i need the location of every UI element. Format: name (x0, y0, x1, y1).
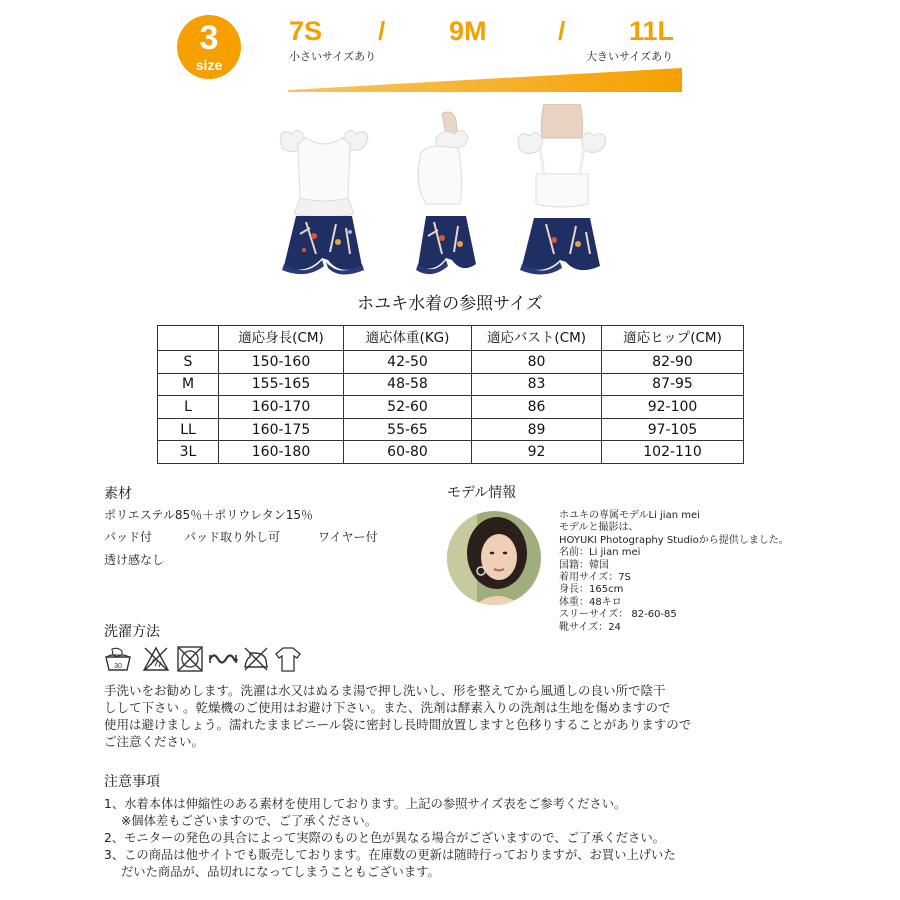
model-name: 名前：Li jian mei (559, 547, 641, 559)
table-cell: 82-90 (602, 351, 744, 374)
table-cell: 55-65 (344, 418, 472, 441)
hand-wash-30-icon (104, 645, 132, 673)
table-cell: 160-175 (219, 418, 344, 441)
hand-wash-temp: 30 (114, 663, 122, 670)
no-iron-icon (242, 645, 270, 673)
note-item: だいた商品が、品切れになってしまうこともございます。 (121, 865, 440, 879)
table-cell: L (158, 396, 219, 419)
table-cell: 60-80 (344, 441, 472, 464)
washing-line: 手洗いをお勧めします。洗濯は水又はぬるま湯で押し洗いし、形を整えてから風通しの良い所で陰干 (104, 683, 666, 698)
size-label-medium: 9M (449, 16, 487, 46)
washing-line: 使用は避けましょう。濡れたままビニール袋に密封し長時間放置しますと色移りすることがありますので (104, 717, 692, 732)
note-item: ※個体差もございますので、ご了承ください。 (121, 814, 377, 828)
feature-removable-pad: パッド取り外し可 (184, 530, 281, 544)
care-icons (104, 645, 304, 673)
table-header-cell (158, 326, 219, 351)
table-cell: 160-170 (219, 396, 344, 419)
model-info-heading: モデル情報 (447, 485, 517, 501)
model-intro-line: モデルと撮影は、 (559, 522, 639, 534)
table-row (158, 418, 744, 441)
table-row (158, 396, 744, 419)
note-item: 3、この商品は他サイトでも販売しております。在庫数の更新は随時行っておりますが、お買い上げいた (104, 848, 676, 862)
note-item: 1、水着本体は伸縮性のある素材を使用しております。上記の参照サイズ表をご参考ください。 (104, 797, 627, 811)
table-cell: 48-58 (344, 373, 472, 396)
table-cell: 89 (472, 418, 602, 441)
table-cell: 52-60 (344, 396, 472, 419)
table-row (158, 351, 744, 374)
swimsuit-side-image (406, 104, 496, 280)
model-photo (447, 511, 541, 605)
table-cell: 87-95 (602, 373, 744, 396)
notes-list (104, 796, 724, 881)
no-tumble-dry-icon (176, 645, 204, 673)
table-cell: 80 (472, 351, 602, 374)
feature-wire: ワイヤー付 (318, 530, 378, 544)
washing-line: しして下さい 。乾燥機のご使用はお避け下さい。また、洗剤は酵素入りの洗剤は生地を傷めますので (104, 700, 671, 715)
wring-icon (208, 645, 238, 673)
table-cell: 102-110 (602, 441, 744, 464)
table-cell: 86 (472, 396, 602, 419)
model-avatar (447, 511, 541, 605)
swimsuit-front-image (276, 104, 372, 280)
table-cell: 92-100 (602, 396, 744, 419)
table-cell: 160-180 (219, 441, 344, 464)
table-header-cell: 適応バスト(CM) (472, 326, 602, 351)
swimsuit-back-image (514, 104, 610, 280)
size-table (157, 325, 744, 464)
model-weight: 体重：48キロ (559, 596, 622, 608)
table-row (158, 373, 744, 396)
model-shoe-size: 靴サイズ：24 (559, 621, 621, 633)
size-scale-wedge (288, 66, 682, 94)
model-worn-size: 着用サイズ：7S (559, 572, 631, 584)
table-cell: 92 (472, 441, 602, 464)
badge-word: size (195, 57, 223, 73)
table-row (158, 441, 744, 464)
washing-heading: 洗濯方法 (104, 624, 160, 640)
feature-pad: パッド付 (104, 530, 153, 544)
small-size-note: 小さいサイズあり (289, 50, 377, 63)
table-cell: 3L (158, 441, 219, 464)
table-header-cell: 適応体重(KG) (344, 326, 472, 351)
no-bleach-icon (142, 645, 170, 673)
table-header-cell: 適応身長(CM) (219, 326, 344, 351)
size-separator: / (558, 16, 566, 46)
table-cell: LL (158, 418, 219, 441)
product-photos (276, 104, 616, 284)
material-composition: ポリエステル85％＋ポリウレタン15％ (104, 508, 313, 522)
size-label-small: 7S (289, 16, 323, 46)
model-three-size: スリーサイズ： 82-60-85 (559, 609, 677, 621)
notes-heading: 注意事項 (104, 774, 160, 790)
note-item: 2、モニターの発色の具合によって実際のものと色が異なる場合がございますので、ご了承ください。 (104, 831, 665, 845)
garment-icon (274, 645, 302, 673)
badge-number: 3 (199, 19, 219, 57)
table-cell: M (158, 373, 219, 396)
model-intro-line: ホユキの専属モデルLi jian mei (559, 510, 700, 521)
table-cell: 155-165 (219, 373, 344, 396)
size-count-badge (177, 15, 241, 79)
model-info-text (559, 510, 789, 634)
table-header-row (158, 326, 744, 351)
table-cell: S (158, 351, 219, 374)
table-header-cell: 適応ヒップ(CM) (602, 326, 744, 351)
model-height: 身長：165cm (559, 584, 624, 596)
washing-instructions (104, 682, 704, 750)
table-cell: 83 (472, 373, 602, 396)
large-size-note: 大きいサイズあり (586, 50, 674, 63)
washing-line: ご注意ください。 (104, 734, 205, 749)
size-separator: / (378, 16, 386, 46)
table-cell: 42-50 (344, 351, 472, 374)
material-heading: 素材 (104, 486, 132, 502)
model-intro-line: HOYUKI Photography Studioから提供しました。 (559, 534, 789, 546)
table-cell: 97-105 (602, 418, 744, 441)
table-cell: 150-160 (219, 351, 344, 374)
model-nationality: 国籍：韓国 (559, 559, 609, 571)
transparency-note: 透け感なし (104, 553, 165, 567)
size-table-title: ホユキ水着の参照サイズ (357, 294, 543, 314)
size-label-large: 11L (629, 16, 675, 46)
